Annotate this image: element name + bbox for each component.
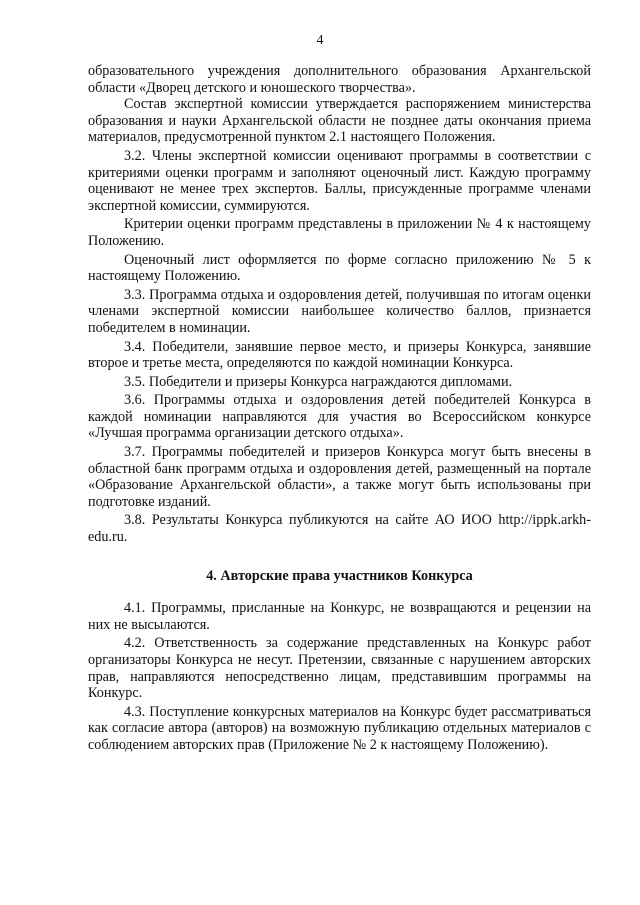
paragraph-criteria: Критерии оценки программ представлены в приложении № 4 к настоящему Положению. <box>88 216 591 249</box>
paragraph-evaluation-sheet: Оценочный лист оформляется по форме согласно приложению № 5 к настоящему Положению. <box>88 251 591 285</box>
page-number: 4 <box>316 33 324 48</box>
paragraph-3-3: 3.3. Программа отдыха и оздоровления детей, получившая по итогам оценки членами экспертной комиссии наибольшее количество баллов, признается победителем в номинации. <box>88 286 591 336</box>
paragraph-3-4: 3.4. Победители, занявшие первое место, и призеры Конкурса, занявшие второе и третье места, определяются по каждой номинации Конкурса. <box>88 338 591 372</box>
section-4-heading: 4. Авторские права участников Конкурса <box>206 567 473 584</box>
paragraph-4-3: 4.3. Поступление конкурсных материалов на Конкурс будет рассматриваться как согласие автора (авторов) на возможную публикацию отдельных материалов с соблюдением авторских прав (Приложение № 2 к настоящему Положению). <box>88 703 591 753</box>
paragraph-3-5: 3.5. Победители и призеры Конкурса награждаются дипломами. <box>124 373 513 390</box>
paragraph-3-7: 3.7. Программы победителей и призеров Конкурса могут быть внесены в областной банк программ отдыха и оздоровления детей, размещенный на портале «Образование Архангельской области», а также могут быть использованы при подготовке изданий. <box>88 444 591 510</box>
paragraph-dvorets: образовательного учреждения дополнительного образования Архангельской области «Дворец детского и юношеского творчества». <box>88 63 591 96</box>
paragraph-3-8: 3.8. Результаты Конкурса публикуются на сайте АО ИОО http://ippk.arkh-edu.ru. <box>88 512 591 546</box>
document-body <box>88 63 591 754</box>
paragraph-4-1: 4.1. Программы, присланные на Конкурс, не возвращаются и рецензии на них не высылаются. <box>88 600 591 633</box>
paragraph-commission-composition: Состав экспертной комиссии утверждается распоряжением министерства образования и науки Архангельской области не позднее даты окончания приема материалов, предусмотренной пунктом 2.1 настоящего Положения. <box>88 96 591 146</box>
paragraph-3-6: 3.6. Программы отдыха и оздоровления детей победителей Конкурса в каждой номинации направляются для участия во Всероссийском конкурсе «Лучшая программа организации детского отдыха». <box>88 392 591 442</box>
paragraph-4-2: 4.2. Ответственность за содержание представленных на Конкурс работ организаторы Конкурса не несут. Претензии, связанные с нарушением авторских прав, направляются непосредственно лицам, представившим программы на Конкурс. <box>88 635 591 702</box>
paragraph-3-2: 3.2. Члены экспертной комиссии оценивают программы в соответствии с критериями оценки программ и заполняют оценочный лист. Каждую программу оценивают не менее трех экспертов. Баллы, присужденные программе членами экспертной комиссии, суммируются. <box>88 147 591 214</box>
